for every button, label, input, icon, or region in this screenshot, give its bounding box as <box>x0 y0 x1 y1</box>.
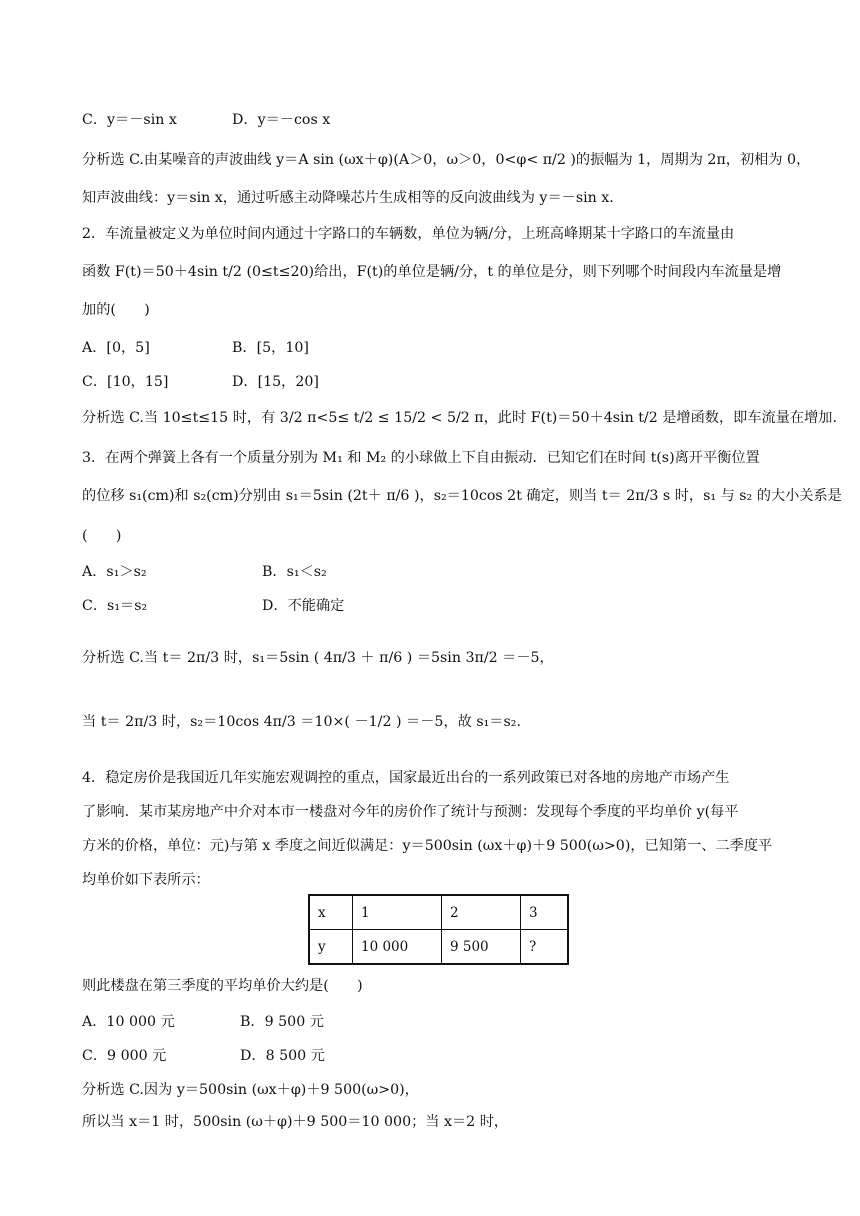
text-line: C．9 000 元 <box>82 1048 167 1064</box>
price-table <box>308 894 569 965</box>
table-cell: x <box>309 895 353 930</box>
text-line: 分析选 C.当 10≤t≤15 时，有 3/2 π<5≤ t/2 ≤ 15/2 < 5/2 π，此时 F(t)＝50＋4sin t/2 是增函数，即车流量在增加. <box>82 410 838 426</box>
table-cell: 9 500 <box>442 930 521 965</box>
answer-option: D．8 500 元 <box>240 1048 325 1064</box>
table-cell: y <box>309 930 353 965</box>
table-row <box>309 895 568 930</box>
text-line: C．y＝－sin x <box>82 112 177 128</box>
table-cell: ? <box>521 930 569 965</box>
text-line: 3．在两个弹簧上各有一个质量分别为 M₁ 和 M₂ 的小球做上下自由振动．已知它们在时间 t(s)离开平衡位置 <box>82 450 760 466</box>
text-line: C．s₁＝s₂ <box>82 598 148 614</box>
answer-option: D．不能确定 <box>262 598 345 614</box>
text-line: 方米的价格，单位：元)与第 x 季度之间近似满足：y＝500sin (ωx＋φ)＋9 500(ω>0)，已知第一、二季度平 <box>82 838 773 854</box>
text-line: A．[0，5] <box>82 340 150 356</box>
text-line: 知声波曲线：y＝sin x，通过听感主动降噪芯片生成相等的反向波曲线为 y＝－sin x. <box>82 190 614 206</box>
text-line: ( ) <box>82 528 122 544</box>
answer-option: B．[5，10] <box>232 340 309 356</box>
answer-option: D．y＝－cos x <box>232 112 331 128</box>
text-line: 加的( ) <box>82 302 150 318</box>
text-line: 的位移 s₁(cm)和 s₂(cm)分别由 s₁＝5sin (2t＋ π/6 )，s₂＝10cos 2t 确定，则当 t＝ 2π/3 s 时，s₁ 与 s₂ 的大小关系是 <box>82 488 842 504</box>
table-cell: 2 <box>442 895 521 930</box>
table-cell: 1 <box>353 895 442 930</box>
text-line: 分析选 C.由某噪音的声波曲线 y＝A sin (ωx＋φ)(A＞0，ω＞0，0<φ< π/2 )的振幅为 1，周期为 2π，初相为 0， <box>82 152 811 168</box>
text-line: 分析选 C.当 t＝ 2π/3 时，s₁＝5sin ( 4π/3 ＋ π/6 ) ＝5sin 3π/2 ＝－5， <box>82 650 554 666</box>
table-cell: 3 <box>521 895 569 930</box>
text-line: A．10 000 元 <box>82 1014 175 1030</box>
text-line: 函数 F(t)＝50＋4sin t/2 (0≤t≤20)给出，F(t)的单位是辆/分，t 的单位是分，则下列哪个时间段内车流量是增 <box>82 264 782 280</box>
text-line: C．[10，15] <box>82 374 169 390</box>
text-line: 均单价如下表所示： <box>82 872 210 888</box>
answer-option: B．s₁＜s₂ <box>262 564 327 580</box>
table-cell: 10 000 <box>353 930 442 965</box>
text-line: 了影响．某市某房地产中介对本市一楼盘对今年的房价作了统计与预测：发现每个季度的平均单价 y(每平 <box>82 804 739 820</box>
table-row <box>309 930 568 965</box>
text-line: 所以当 x＝1 时，500sin (ω＋φ)＋9 500＝10 000；当 x＝2 时， <box>82 1114 509 1130</box>
text-line: 当 t＝ 2π/3 时，s₂＝10cos 4π/3 ＝10×( －1/2 ) ＝－5，故 s₁＝s₂. <box>82 714 521 730</box>
text-line: 分析选 C.因为 y＝500sin (ωx＋φ)＋9 500(ω>0)， <box>82 1082 419 1098</box>
answer-option: B．9 500 元 <box>240 1014 324 1030</box>
text-line: 则此楼盘在第三季度的平均单价大约是( ) <box>82 978 363 994</box>
text-line: 4．稳定房价是我国近几年实施宏观调控的重点，国家最近出台的一系列政策已对各地的房地产市场产生 <box>82 770 730 786</box>
text-line: A．s₁＞s₂ <box>82 564 147 580</box>
text-line: 2．车流量被定义为单位时间内通过十字路口的车辆数，单位为辆/分，上班高峰期某十字路口的车流量由 <box>82 226 735 242</box>
answer-option: D．[15，20] <box>232 374 319 390</box>
